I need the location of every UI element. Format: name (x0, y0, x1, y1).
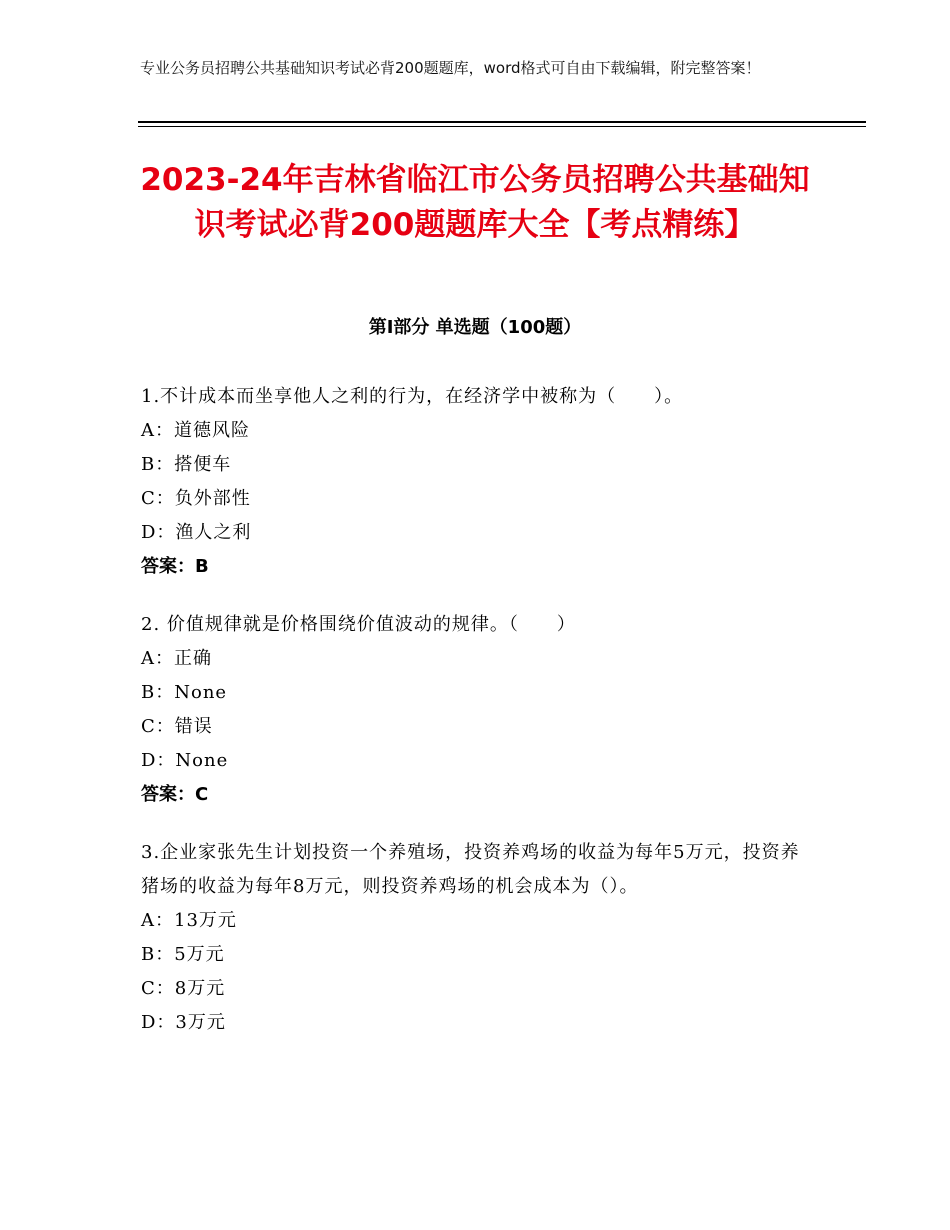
option-d: D：渔人之利 (141, 522, 252, 543)
answer: 答案：B (141, 556, 209, 577)
header-rule-thin (138, 126, 866, 127)
question-3 (141, 836, 811, 1040)
header-rule-thick (138, 121, 866, 123)
section-title: 第Ⅰ部分 单选题（100题） (368, 317, 582, 338)
option-a: A：正确 (141, 648, 212, 669)
option-d: D：3万元 (141, 1012, 226, 1033)
option-c: C：负外部性 (141, 488, 251, 509)
question-stem: 3.企业家张先生计划投资一个养殖场，投资养鸡场的收益为每年5万元，投资养猪场的收益为每年8万元，则投资养鸡场的机会成本为（）。 (141, 842, 800, 897)
option-a: A：道德风险 (141, 420, 250, 441)
option-b: B：5万元 (141, 944, 225, 965)
document-title: 2023-24年吉林省临江市公务员招聘公共基础知识考试必背200题题库大全【考点精练】 (140, 162, 810, 243)
option-b: B：搭便车 (141, 454, 232, 475)
option-c: C：错误 (141, 716, 213, 737)
question-stem: 1.不计成本而坐享他人之利的行为，在经济学中被称为（ ）。 (141, 386, 684, 407)
option-c: C：8万元 (141, 978, 226, 999)
option-b: B：None (141, 682, 228, 703)
question-2 (141, 608, 811, 812)
answer: 答案：C (141, 784, 209, 805)
option-a: A：13万元 (141, 910, 237, 931)
question-1 (141, 380, 811, 584)
header-note: 专业公务员招聘公共基础知识考试必背200题题库，word格式可自由下载编辑，附完整答案！ (140, 59, 761, 77)
option-d: D：None (141, 750, 229, 771)
question-list (141, 380, 811, 1064)
question-stem: 2. 价值规律就是价格围绕价值波动的规律。（ ） (141, 614, 576, 635)
